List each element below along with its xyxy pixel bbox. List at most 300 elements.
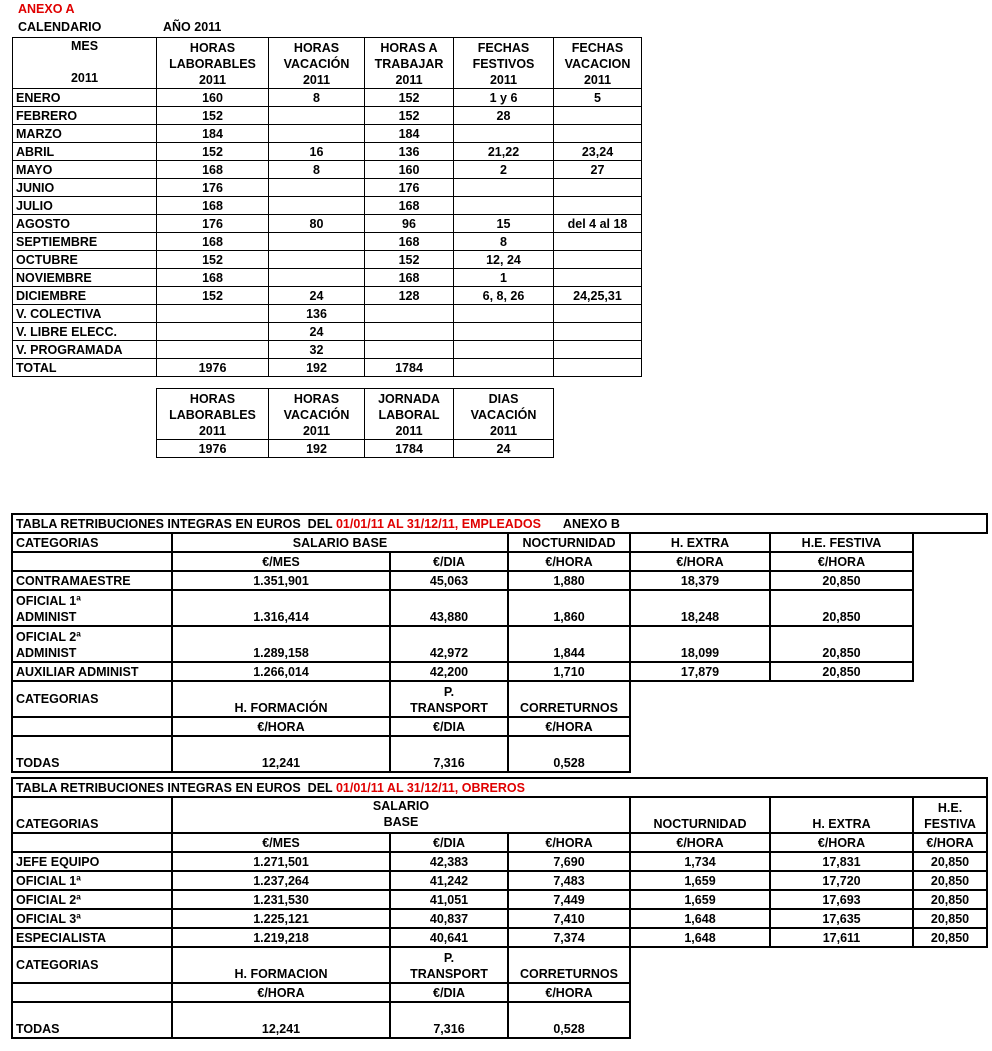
value-cell: 20,850 [770,626,913,662]
value-cell: 40,641 [390,928,508,947]
calendar-label: CALENDARIO [18,20,102,34]
header-line: P. [443,685,455,699]
header-line: JORNADA [378,392,440,406]
header-h-formacion: H. FORMACION [172,947,390,983]
header-line: LABORABLES [169,57,256,71]
value-cell: 0,528 [508,736,630,772]
calendar-header-row [13,38,642,89]
summary-value: 1784 [365,440,454,458]
month-label: V. LIBRE ELECC. [13,323,157,341]
obreros-todas-row [12,1002,987,1038]
calendar-row [13,305,642,323]
value-cell: 7,690 [508,852,630,871]
empleados-extra-units [12,717,987,736]
title-prefix: TABLA RETRIBUCIONES INTEGRAS EN EUROS DEL [16,781,336,795]
obreros-title [12,778,987,797]
calendar-row [13,251,642,269]
empleados-units-row [12,552,987,571]
header-categorias: CATEGORIAS [12,533,172,552]
obreros-table [11,777,988,1039]
value-cell: 20,850 [913,909,987,928]
calendar-cell [269,197,365,215]
value-cell: 1.351,901 [172,571,390,590]
month-label: NOVIEMBRE [13,269,157,287]
calendar-cell: 21,22 [454,143,554,161]
header-line: BASE [383,815,419,829]
calendar-cell [554,359,642,377]
calendar-cell: 136 [365,143,454,161]
value-cell: 41,242 [390,871,508,890]
header-line: TRABAJAR [374,57,444,71]
calendar-cell [157,341,269,359]
calendar-cell [454,197,554,215]
table-row [12,871,987,890]
table-row [12,890,987,909]
month-label: MAYO [13,161,157,179]
blank-cell [913,662,987,681]
calendar-cell: 168 [365,269,454,287]
calendar-cell: 96 [365,215,454,233]
calendar-cell: 168 [157,161,269,179]
category-label: JEFE EQUIPO [12,852,172,871]
value-cell: 12,241 [172,1002,390,1038]
header-line: TRANSPORT [410,701,488,715]
table-row [12,590,987,626]
unit-cell: €/HORA [172,983,390,1002]
header-line: LABORABLES [169,408,256,422]
month-label: MARZO [13,125,157,143]
unit-cell: €/DIA [390,833,508,852]
header-line: FESTIVOS [472,57,535,71]
calendar-cell: 2 [454,161,554,179]
calendar-cell: 8 [454,233,554,251]
calendar-cell [269,125,365,143]
calendar-cell [554,323,642,341]
empleados-title [12,514,987,533]
month-label: OCTUBRE [13,251,157,269]
calendar-cell: 168 [157,269,269,287]
value-cell: 1,844 [508,626,630,662]
header-line: TRANSPORT [410,967,488,981]
calendar-cell [554,251,642,269]
extra-categorias: CATEGORIAS [12,947,172,983]
calendar-cell [554,341,642,359]
month-label: JULIO [13,197,157,215]
value-cell: 45,063 [390,571,508,590]
summary-header-laborables [157,389,269,440]
empleados-table [11,513,988,773]
header-festivos [454,38,554,89]
unit-cell: €/HORA [508,983,630,1002]
calendar-row [13,215,642,233]
value-cell: 1,659 [630,871,770,890]
calendar-cell [554,125,642,143]
value-cell: 1.219,218 [172,928,390,947]
blank-cell [12,983,172,1002]
value-cell: 1,880 [508,571,630,590]
value-cell: 17,611 [770,928,913,947]
calendar-cell [157,323,269,341]
table-row [12,928,987,947]
calendar-cell: 12, 24 [454,251,554,269]
table-row [12,626,987,662]
month-label: AGOSTO [13,215,157,233]
calendar-row [13,161,642,179]
calendar-row [13,125,642,143]
header-line: HORAS [189,41,236,55]
calendar-row [13,269,642,287]
unit-cell: €/DIA [390,552,508,571]
header-line: 2011 [489,73,518,87]
header-line: FESTIVA [924,817,976,831]
calendar-cell: 192 [269,359,365,377]
calendar-cell: 23,24 [554,143,642,161]
title-dates: 01/01/11 AL 31/12/11, EMPLEADOS [335,517,541,531]
calendar-cell: 168 [365,233,454,251]
category-label [12,571,172,590]
header-fechas-vacacion [554,38,642,89]
calendar-cell: 24 [269,323,365,341]
unit-cell: €/HORA [630,552,770,571]
title-dates: 01/01/11 AL 31/12/11, OBREROS [335,781,525,795]
header-line: 2011 [302,73,331,87]
obreros-body [12,852,987,947]
calendar-cell: 152 [157,287,269,305]
category-line: CONTRAMAESTRE [16,574,131,588]
calendar-cell: 15 [454,215,554,233]
calendar-cell: 184 [157,125,269,143]
month-label: SEPTIEMBRE [13,233,157,251]
calendar-cell [454,359,554,377]
value-cell: 42,972 [390,626,508,662]
header-line: VACACIÓN [470,408,537,422]
year-label: AÑO 2011 [163,20,222,34]
obreros-extra-units [12,983,987,1002]
empleados-body [12,571,987,681]
value-cell: 7,374 [508,928,630,947]
value-cell: 7,483 [508,871,630,890]
value-cell: 18,248 [630,590,770,626]
anexo-a-label: ANEXO A [18,2,75,16]
calendar-cell [454,341,554,359]
value-cell: 7,316 [390,1002,508,1038]
header-h-extra: H. EXTRA [770,797,913,833]
calendar-cell [269,179,365,197]
value-cell: 42,383 [390,852,508,871]
title-prefix: TABLA RETRIBUCIONES INTEGRAS EN EUROS DEL [16,517,336,531]
table-row [12,662,987,681]
calendar-cell [269,233,365,251]
month-label: TOTAL [13,359,157,377]
calendar-cell: 160 [157,89,269,107]
header-line: SALARIO [372,799,430,813]
value-cell: 20,850 [770,590,913,626]
value-cell: 20,850 [913,871,987,890]
blank-cell [12,552,172,571]
header-line: 2011 [395,73,423,87]
calendar-row [13,359,642,377]
calendar-row [13,323,642,341]
obreros-header-row [12,797,987,833]
category-line: ADMINIST [16,646,77,660]
value-cell: 17,635 [770,909,913,928]
calendar-cell [554,269,642,287]
month-label: JUNIO [13,179,157,197]
category-label: ESPECIALISTA [12,928,172,947]
unit-cell: €/DIA [390,983,508,1002]
header-line: HORAS [293,392,340,406]
header-nocturnidad: NOCTURNIDAD [508,533,630,552]
value-cell: 18,099 [630,626,770,662]
unit-cell: €/HORA [508,552,630,571]
obreros-extra-header [12,947,987,983]
calendar-cell: 168 [365,197,454,215]
header-mes-line: MES [70,39,99,53]
calendar-cell: 176 [365,179,454,197]
header-correturnos: CORRETURNOS [508,947,630,983]
blank-cell [913,590,987,626]
calendar-cell: 80 [269,215,365,233]
calendar-cell: 24 [269,287,365,305]
blank-cell [913,552,987,571]
value-cell: 7,316 [390,736,508,772]
calendar-cell: 152 [157,251,269,269]
month-label: FEBRERO [13,107,157,125]
calendar-cell: 16 [269,143,365,161]
category-label: OFICIAL 1ª [12,871,172,890]
calendar-cell: 5 [554,89,642,107]
value-cell: 20,850 [770,571,913,590]
calendar-cell [365,305,454,323]
summary-value: 192 [269,440,365,458]
calendar-cell: 168 [157,233,269,251]
header-h-formacion: H. FORMACIÓN [172,681,390,717]
value-cell: 20,850 [770,662,913,681]
blank-cell [12,717,172,736]
header-salario-base [172,797,630,833]
header-mes [13,38,157,89]
calendar-cell: 1 y 6 [454,89,554,107]
blank-cell [630,717,987,736]
anexo-b-label: ANEXO B [562,517,620,531]
calendar-cell: 168 [157,197,269,215]
calendar-cell [554,233,642,251]
header-line: FECHAS [477,41,530,55]
category-line: OFICIAL 1ª [16,594,81,608]
summary-header-vacacion [269,389,365,440]
header-line: VACACION [564,57,631,71]
calendar-cell [365,323,454,341]
calendar-cell: 27 [554,161,642,179]
header-laborables [157,38,269,89]
header-line: 2011 [489,424,518,438]
table-row [12,571,987,590]
calendar-row [13,179,642,197]
calendar-cell: del 4 al 18 [554,215,642,233]
calendar-cell: 8 [269,161,365,179]
month-label: V. PROGRAMADA [13,341,157,359]
blank-cell [630,681,987,717]
calendar-cell: 184 [365,125,454,143]
value-cell: 20,850 [913,890,987,909]
blank-cell [630,1002,987,1038]
value-cell: 1.231,530 [172,890,390,909]
todas-label: TODAS [12,736,172,772]
obreros-title-row [12,778,987,797]
calendar-row [13,143,642,161]
calendar-cell [269,251,365,269]
value-cell: 1.266,014 [172,662,390,681]
header-correturnos: CORRETURNOS [508,681,630,717]
calendar-row [13,341,642,359]
calendar-cell [269,269,365,287]
empleados-todas-row [12,736,987,772]
month-label: ENERO [13,89,157,107]
blank-cell [913,533,987,552]
calendar-cell: 28 [454,107,554,125]
calendar-cell: 152 [365,89,454,107]
unit-cell: €/HORA [508,833,630,852]
value-cell: 1.289,158 [172,626,390,662]
value-cell: 1.316,414 [172,590,390,626]
category-label [12,662,172,681]
calendar-cell: 136 [269,305,365,323]
value-cell: 17,693 [770,890,913,909]
calendar-cell: 1976 [157,359,269,377]
value-cell: 42,200 [390,662,508,681]
header-line: FECHAS [571,41,624,55]
header-line: HORAS A [380,41,438,55]
table-row [12,909,987,928]
calendar-row [13,107,642,125]
category-label: OFICIAL 3ª [12,909,172,928]
value-cell: 20,850 [913,928,987,947]
value-cell: 7,410 [508,909,630,928]
value-cell: 0,528 [508,1002,630,1038]
header-line: H.E. [937,801,963,815]
calendar-cell: 152 [157,143,269,161]
todas-label: TODAS [12,1002,172,1038]
calendar-cell [157,305,269,323]
value-cell: 1,659 [630,890,770,909]
category-line: ADMINIST [16,610,77,624]
category-line: OFICIAL 2ª [16,630,81,644]
summary-header-row [157,389,554,440]
category-line: AUXILIAR ADMINIST [16,665,139,679]
calendar-cell [554,179,642,197]
calendar-cell: 160 [365,161,454,179]
header-line: 2011 [198,424,227,438]
calendar-cell: 1784 [365,359,454,377]
calendar-cell: 152 [365,107,454,125]
blank-cell [630,947,987,983]
calendar-cell: 6, 8, 26 [454,287,554,305]
calendar-cell: 176 [157,179,269,197]
empleados-title-row [12,514,987,533]
value-cell: 17,879 [630,662,770,681]
blank-cell [913,626,987,662]
value-cell: 1,648 [630,928,770,947]
calendar-cell [454,125,554,143]
table-row [12,852,987,871]
unit-cell: €/MES [172,552,390,571]
unit-cell: €/HORA [172,717,390,736]
unit-cell: €/DIA [390,717,508,736]
calendar-body [13,89,642,377]
header-line: HORAS [189,392,236,406]
calendar-cell: 1 [454,269,554,287]
unit-cell: €/HORA [508,717,630,736]
summary-value: 1976 [157,440,269,458]
value-cell: 43,880 [390,590,508,626]
header-mes-year: 2011 [70,71,99,85]
empleados-header-row [12,533,987,552]
value-cell: 1,860 [508,590,630,626]
calendar-cell [365,341,454,359]
header-line: 2011 [583,73,612,87]
unit-cell: €/HORA [770,552,913,571]
blank-cell [913,571,987,590]
summary-header-jornada [365,389,454,440]
month-label: V. COLECTIVA [13,305,157,323]
header-line: 2011 [198,73,227,87]
header-line: VACACIÓN [283,57,350,71]
header-he-festiva [913,797,987,833]
blank-cell [12,833,172,852]
blank-cell [630,983,987,1002]
header-p-transport [390,681,508,717]
value-cell: 12,241 [172,736,390,772]
unit-cell: €/MES [172,833,390,852]
value-cell: 7,449 [508,890,630,909]
calendar-cell: 24,25,31 [554,287,642,305]
header-line: 2011 [395,424,423,438]
value-cell: 20,850 [913,852,987,871]
month-label: ABRIL [13,143,157,161]
calendar-row [13,287,642,305]
summary-header-dias [454,389,554,440]
unit-cell: €/HORA [913,833,987,852]
value-cell: 1,734 [630,852,770,871]
calendar-row [13,89,642,107]
calendar-cell [554,197,642,215]
calendar-cell [554,107,642,125]
value-cell: 17,720 [770,871,913,890]
header-trabajar [365,38,454,89]
header-vacacion [269,38,365,89]
calendar-cell [454,179,554,197]
unit-cell: €/HORA [770,833,913,852]
summary-values-row [157,440,554,458]
summary-value: 24 [454,440,554,458]
header-line: HORAS [293,41,340,55]
calendar-cell [454,305,554,323]
calendar-cell: 8 [269,89,365,107]
calendar-cell: 32 [269,341,365,359]
value-cell: 18,379 [630,571,770,590]
calendar-cell: 152 [157,107,269,125]
calendar-row [13,197,642,215]
month-label: DICIEMBRE [13,287,157,305]
header-p-transport [390,947,508,983]
header-h-extra: H. EXTRA [630,533,770,552]
calendar-cell: 176 [157,215,269,233]
value-cell: 1,710 [508,662,630,681]
calendar-cell: 152 [365,251,454,269]
calendar-cell [554,305,642,323]
header-salario-base: SALARIO BASE [172,533,508,552]
calendar-row [13,233,642,251]
